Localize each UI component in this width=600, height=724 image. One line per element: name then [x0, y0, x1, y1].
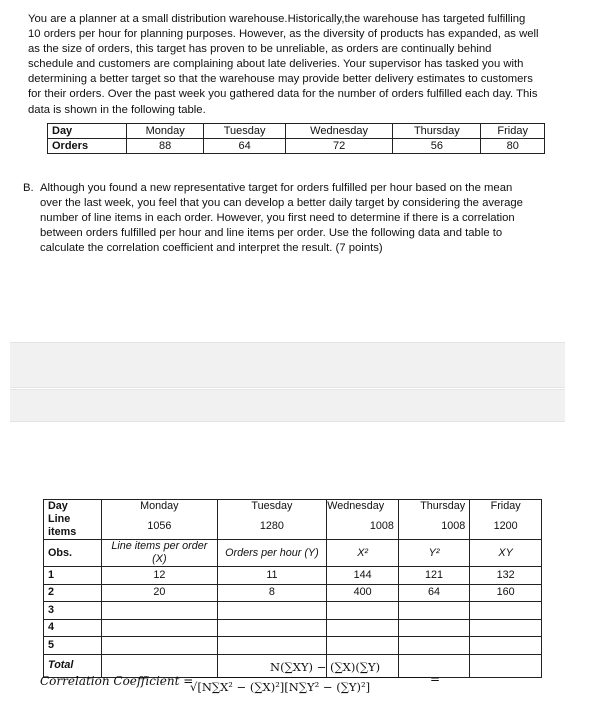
table-row: [44, 513, 542, 540]
obs-cell: 3: [44, 602, 102, 620]
y-column-header: Orders per hour (Y): [217, 540, 327, 567]
intro-line: for their orders. Over the past week you gathered data for the number of orders fulfilled each day. This: [28, 88, 538, 101]
xy-column-header: XY: [470, 540, 542, 567]
xy-cell: [470, 637, 542, 655]
day-cell: Friday: [481, 124, 545, 139]
x2-column-header: X²: [327, 540, 399, 567]
x-cell: [102, 602, 217, 620]
formula-denominator: √[N∑X² − (∑X)²][N∑Y² − (∑Y)²]: [190, 680, 371, 694]
obs-cell: 4: [44, 619, 102, 637]
part-b-line: calculate the correlation coefficient and interpret the result. (7 points): [40, 242, 383, 255]
part-b-line: Although you found a new representative target for orders fulfilled per hour based on the mean: [40, 182, 513, 194]
orders-cell: 56: [393, 139, 481, 154]
xy-cell: [470, 602, 542, 620]
orders-table: [47, 123, 545, 154]
x-column-header: Line items per order (X): [102, 540, 217, 567]
xy-cell: 160: [470, 584, 542, 602]
x-cell: [102, 637, 217, 655]
table-row: [44, 619, 542, 637]
table-row: [44, 500, 542, 514]
day-cell: Tuesday: [217, 500, 327, 514]
formula-label: Correlation Coefficient =: [40, 674, 194, 688]
orders-cell: 72: [285, 139, 392, 154]
y-cell: [217, 637, 327, 655]
y-cell: [217, 619, 327, 637]
table-row: [44, 584, 542, 602]
formula-numerator: N(∑XY) − (∑X)(∑Y): [270, 660, 381, 674]
y2-cell: 121: [398, 567, 469, 585]
correlation-formula: [40, 660, 560, 710]
line-items-cell: 1008: [398, 513, 469, 540]
y2-column-header: Y²: [398, 540, 469, 567]
orders-cell: 64: [204, 139, 286, 154]
day-cell: Thursday: [393, 124, 481, 139]
y2-cell: [398, 637, 469, 655]
y2-cell: [398, 602, 469, 620]
intro-line: schedule and customers are complaining about late deliveries. Your supervisor has tasked you with: [28, 58, 524, 71]
table-row: [48, 139, 545, 154]
y-cell: 11: [217, 567, 327, 585]
intro-line: 10 orders per hour for planning purposes. However, as the diversity of products has expanded, as well: [28, 28, 539, 41]
line-items-header: Line items: [44, 513, 102, 540]
day-cell: Monday: [127, 124, 204, 139]
xy-cell: [470, 619, 542, 637]
part-b-line: over the last week, you feel that you can develop a better daily target by considering the average: [40, 197, 523, 210]
intro-line: as the size of orders, this target has proven to be unreliable, as orders are continually behind: [28, 43, 492, 56]
x2-cell: 400: [327, 584, 399, 602]
orders-header: Orders: [48, 139, 127, 154]
part-b-label: B.: [23, 182, 34, 194]
obs-header: Obs.: [44, 540, 102, 567]
table-row: [44, 602, 542, 620]
table-row: [44, 637, 542, 655]
day-cell: Monday: [102, 500, 217, 514]
blank-band: [10, 342, 565, 388]
obs-cell: 1: [44, 567, 102, 585]
day-cell: Tuesday: [204, 124, 286, 139]
x-cell: 12: [102, 567, 217, 585]
correlation-table: [43, 499, 542, 678]
table-row: [48, 124, 545, 139]
day-cell: Friday: [470, 500, 542, 514]
y2-cell: 64: [398, 584, 469, 602]
y-cell: 8: [217, 584, 327, 602]
day-header: Day: [44, 500, 102, 514]
intro-paragraph: [28, 12, 568, 118]
line-items-cell: 1056: [102, 513, 217, 540]
intro-line: determining a better target so that the warehouse may provide better delivery estimates to customers: [28, 73, 533, 86]
obs-cell: 2: [44, 584, 102, 602]
total-label: Total: [44, 654, 102, 677]
orders-cell: 80: [481, 139, 545, 154]
part-b-line: number of line items in each order. However, you first need to determine if there is a correlation: [40, 212, 515, 225]
day-header: Day: [48, 124, 127, 139]
day-cell: Thursday: [398, 500, 469, 514]
intro-line: data is shown in the following table.: [28, 103, 206, 116]
y2-cell: [398, 619, 469, 637]
day-cell: Wednesday: [327, 500, 399, 514]
table-row: [44, 540, 542, 567]
xy-cell: 132: [470, 567, 542, 585]
y-cell: [217, 602, 327, 620]
fraction-bar: [190, 677, 430, 678]
blank-band: [10, 389, 565, 422]
obs-cell: 5: [44, 637, 102, 655]
x2-cell: [327, 619, 399, 637]
formula-equals: =: [430, 672, 441, 686]
intro-line: You are a planner at a small distribution warehouse.Historically,the warehouse has targeted fulfilling: [28, 13, 526, 25]
x2-cell: [327, 602, 399, 620]
day-cell: Wednesday: [285, 124, 392, 139]
table-row: [44, 567, 542, 585]
x2-cell: [327, 637, 399, 655]
orders-cell: 88: [127, 139, 204, 154]
part-b-line: between orders fulfilled per hour and line items per order. Use the following data and table to: [40, 227, 503, 240]
x2-cell: 144: [327, 567, 399, 585]
x-cell: [102, 619, 217, 637]
line-items-cell: 1008: [327, 513, 399, 540]
line-items-cell: 1200: [470, 513, 542, 540]
line-items-cell: 1280: [217, 513, 327, 540]
x-cell: 20: [102, 584, 217, 602]
